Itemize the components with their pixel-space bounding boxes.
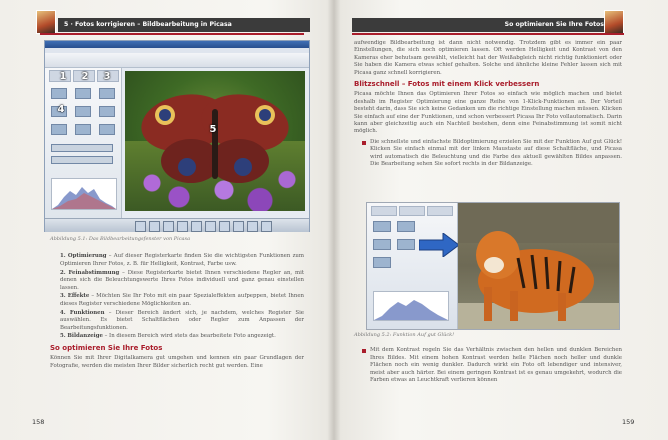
chapter-thumbnail-icon [36,10,56,34]
tiger-screenshot [366,202,620,330]
list-item: 1. Optimierung – Auf dieser Registerkarte finden Sie die wichtigsten Funktionen zum Optimieren Ihrer Fotos, z. B. für Helligkeit, Kontrast, Farbe usw. [60,253,305,267]
left-text-column [50,236,304,373]
tool-icon [51,88,67,99]
filmstrip-button [191,221,202,232]
right-page-number: 159 [622,418,635,426]
tool-icon [75,106,91,117]
tool-icon [397,239,415,250]
right-intro-text: aufwendige Bildbearbeitung ist dann nicht notwendig. Trotzdem gibt es immer ein paar Einstellungen, die sich noch optimieren lassen. Oft werden Helligkeit und Kontrast von den Kameras eher behutsam gewählt, vielleicht hat der Weißabgleich nicht richtig funktioniert oder Sie haben die Kamera etwas schief gehalten. Solche und ähnliche kleine Fehler lassen sich mit Picasa ganz schnell korrigieren. [354,40,622,76]
tool-icon [397,221,415,232]
marker-3: 3 [103,71,111,82]
optimize-panel [367,203,458,329]
filmstrip-button [205,221,216,232]
tool-icon [75,124,91,135]
marker-1: 1 [59,71,67,82]
filmstrip-button [135,221,146,232]
figure1-caption: Abbildung 5.1: Das Bildbearbeitungsfenster von Picasa [50,236,191,242]
filmstrip-button [247,221,258,232]
left-running-header: 5 · Fotos korrigieren – Bildbearbeitung in Picasa [58,18,310,32]
tool-icon [75,88,91,99]
panel-tabs [371,206,453,216]
bullet-item: Die schnellste und einfachste Bildoptimierung erzielen Sie mit der Funktion Auf gut Glück! Klicken Sie einfach einmal mit der linken Maustaste auf diese Schaltfläche, und Picasa wird automatisch die Beleuchtung und die Farbe des aktuell gewählten Bildes anpassen. Die Bearbeitung sehen Sie sofort rechts in der Bildanzeige. [370,138,622,168]
butterfly-graphic [125,71,305,211]
tool-icon [99,106,115,117]
tiger-photo [458,203,619,329]
right-text-column [354,40,622,172]
picasa-titlebar [45,41,309,48]
left-section-text: Können Sie mit Ihrer Digitalkamera gut umgehen und kennen ein paar Grundlagen der Fotografie, werden die meisten Ihrer Bilder sicherlich recht gut werden. Eine [50,355,304,369]
left-section-title: So optimieren Sie Ihre Fotos [50,343,163,352]
filmstrip-button [163,221,174,232]
blue-arrow-icon [419,233,459,257]
left-page-number: 158 [32,418,45,426]
filmstrip-button [219,221,230,232]
picasa-screenshot [44,40,310,232]
histogram-graph [52,179,116,209]
tool-icon [99,88,115,99]
right-header-rule [352,33,624,35]
auf-gut-glueck-button [373,239,391,250]
right-section-title: Blitzschnell – Fotos mit einem Klick verbessern [354,80,540,89]
feature-list [50,253,304,340]
marker-5: 5 [209,124,217,135]
picasa-edit-panel [45,68,122,218]
list-item: 2. Feinabstimmung – Diese Registerkarte bietet Ihnen verschiedene Regler an, mit denen sich die Beleuchtungswerte Ihres Fotos individuell und ganz genau einstellen lassen. [60,269,304,291]
figure2-caption: Abbildung 5.2: Funktion Auf gut Glück! [354,332,455,338]
list-item: 3. Effekte – Möchten Sie Ihr Foto mit ein paar Spezialeffekten aufpeppen, bietet Ihnen dieses Register verschiedene Möglichkeiten an. [60,293,305,307]
left-header-rule [40,33,304,35]
bullet-list-2 [362,347,622,384]
picasa-filmstrip [45,218,309,232]
right-page [334,0,668,440]
right-section-text: Picasa möchte Ihnen das Optimieren Ihrer Fotos so einfach wie möglich machen und bietet deshalb im Register Optimierung eine ganze Reihe von 1-Klick-Funktionen an. Der Vorteil besteht darin, dass Sie sich keine Gedanken um die richtige Einstellung machen müssen. Klicken Sie einfach auf eine der Funktionen, und schon verbessert Picasa Ihr Foto vollautomatisch. Darin kann aber gleichzeitig auch ein Nachteil bestehen, denn eine Feinabstimmung ist somit nicht möglich. [354,91,622,135]
butterfly-photo [125,71,305,211]
chapter-thumbnail-icon [604,10,624,34]
tiger-graphic [458,203,619,329]
filmstrip-button [149,221,160,232]
filmstrip-button [233,221,244,232]
marker-4: 4 [57,104,65,115]
bullet-item: Mit dem Kontrast regeln Sie das Verhältnis zwischen den hellen und dunklen Bereichen Ihres Bildes. Mit einem hohen Kontrast werden helle Flächen noch heller und dunkle Flächen noch ein wenig dunkler. Dadurch wirkt ein Foto oft lebendiger und intensiver, meist aber auch härter. Bei einem geringen Kontrast ist es genau umgekehrt, wodurch die Farben etwas an Leuchtkraft verlieren können [370,347,622,384]
filmstrip-button [177,221,188,232]
tool-icon [99,124,115,135]
histogram [51,178,117,210]
list-item: 4. Funktionen – Dieser Bereich ändert sich, je nachdem, welches Register Sie auswählen. Es bietet Schaltflächen oder Regler zum Anpassen der Bearbeitungsfunktionen. [60,309,304,331]
right-running-header: So optimieren Sie Ihre Fotos [352,18,610,32]
slider-track [51,156,113,164]
right-text-column-lower [354,332,622,387]
tool-icon [51,124,67,135]
marker-2: 2 [81,71,89,82]
slider-track [51,144,113,152]
filmstrip-button [261,221,272,232]
histogram-graph [374,292,448,320]
histogram [373,291,449,321]
picasa-toolbar [45,53,309,68]
list-item: 5. Bildanzeige – In diesem Bereich wird stets das bearbeitete Foto angezeigt. [60,333,276,340]
tool-icon [373,221,391,232]
tool-icon [373,257,391,268]
bullet-list-1 [362,139,622,169]
